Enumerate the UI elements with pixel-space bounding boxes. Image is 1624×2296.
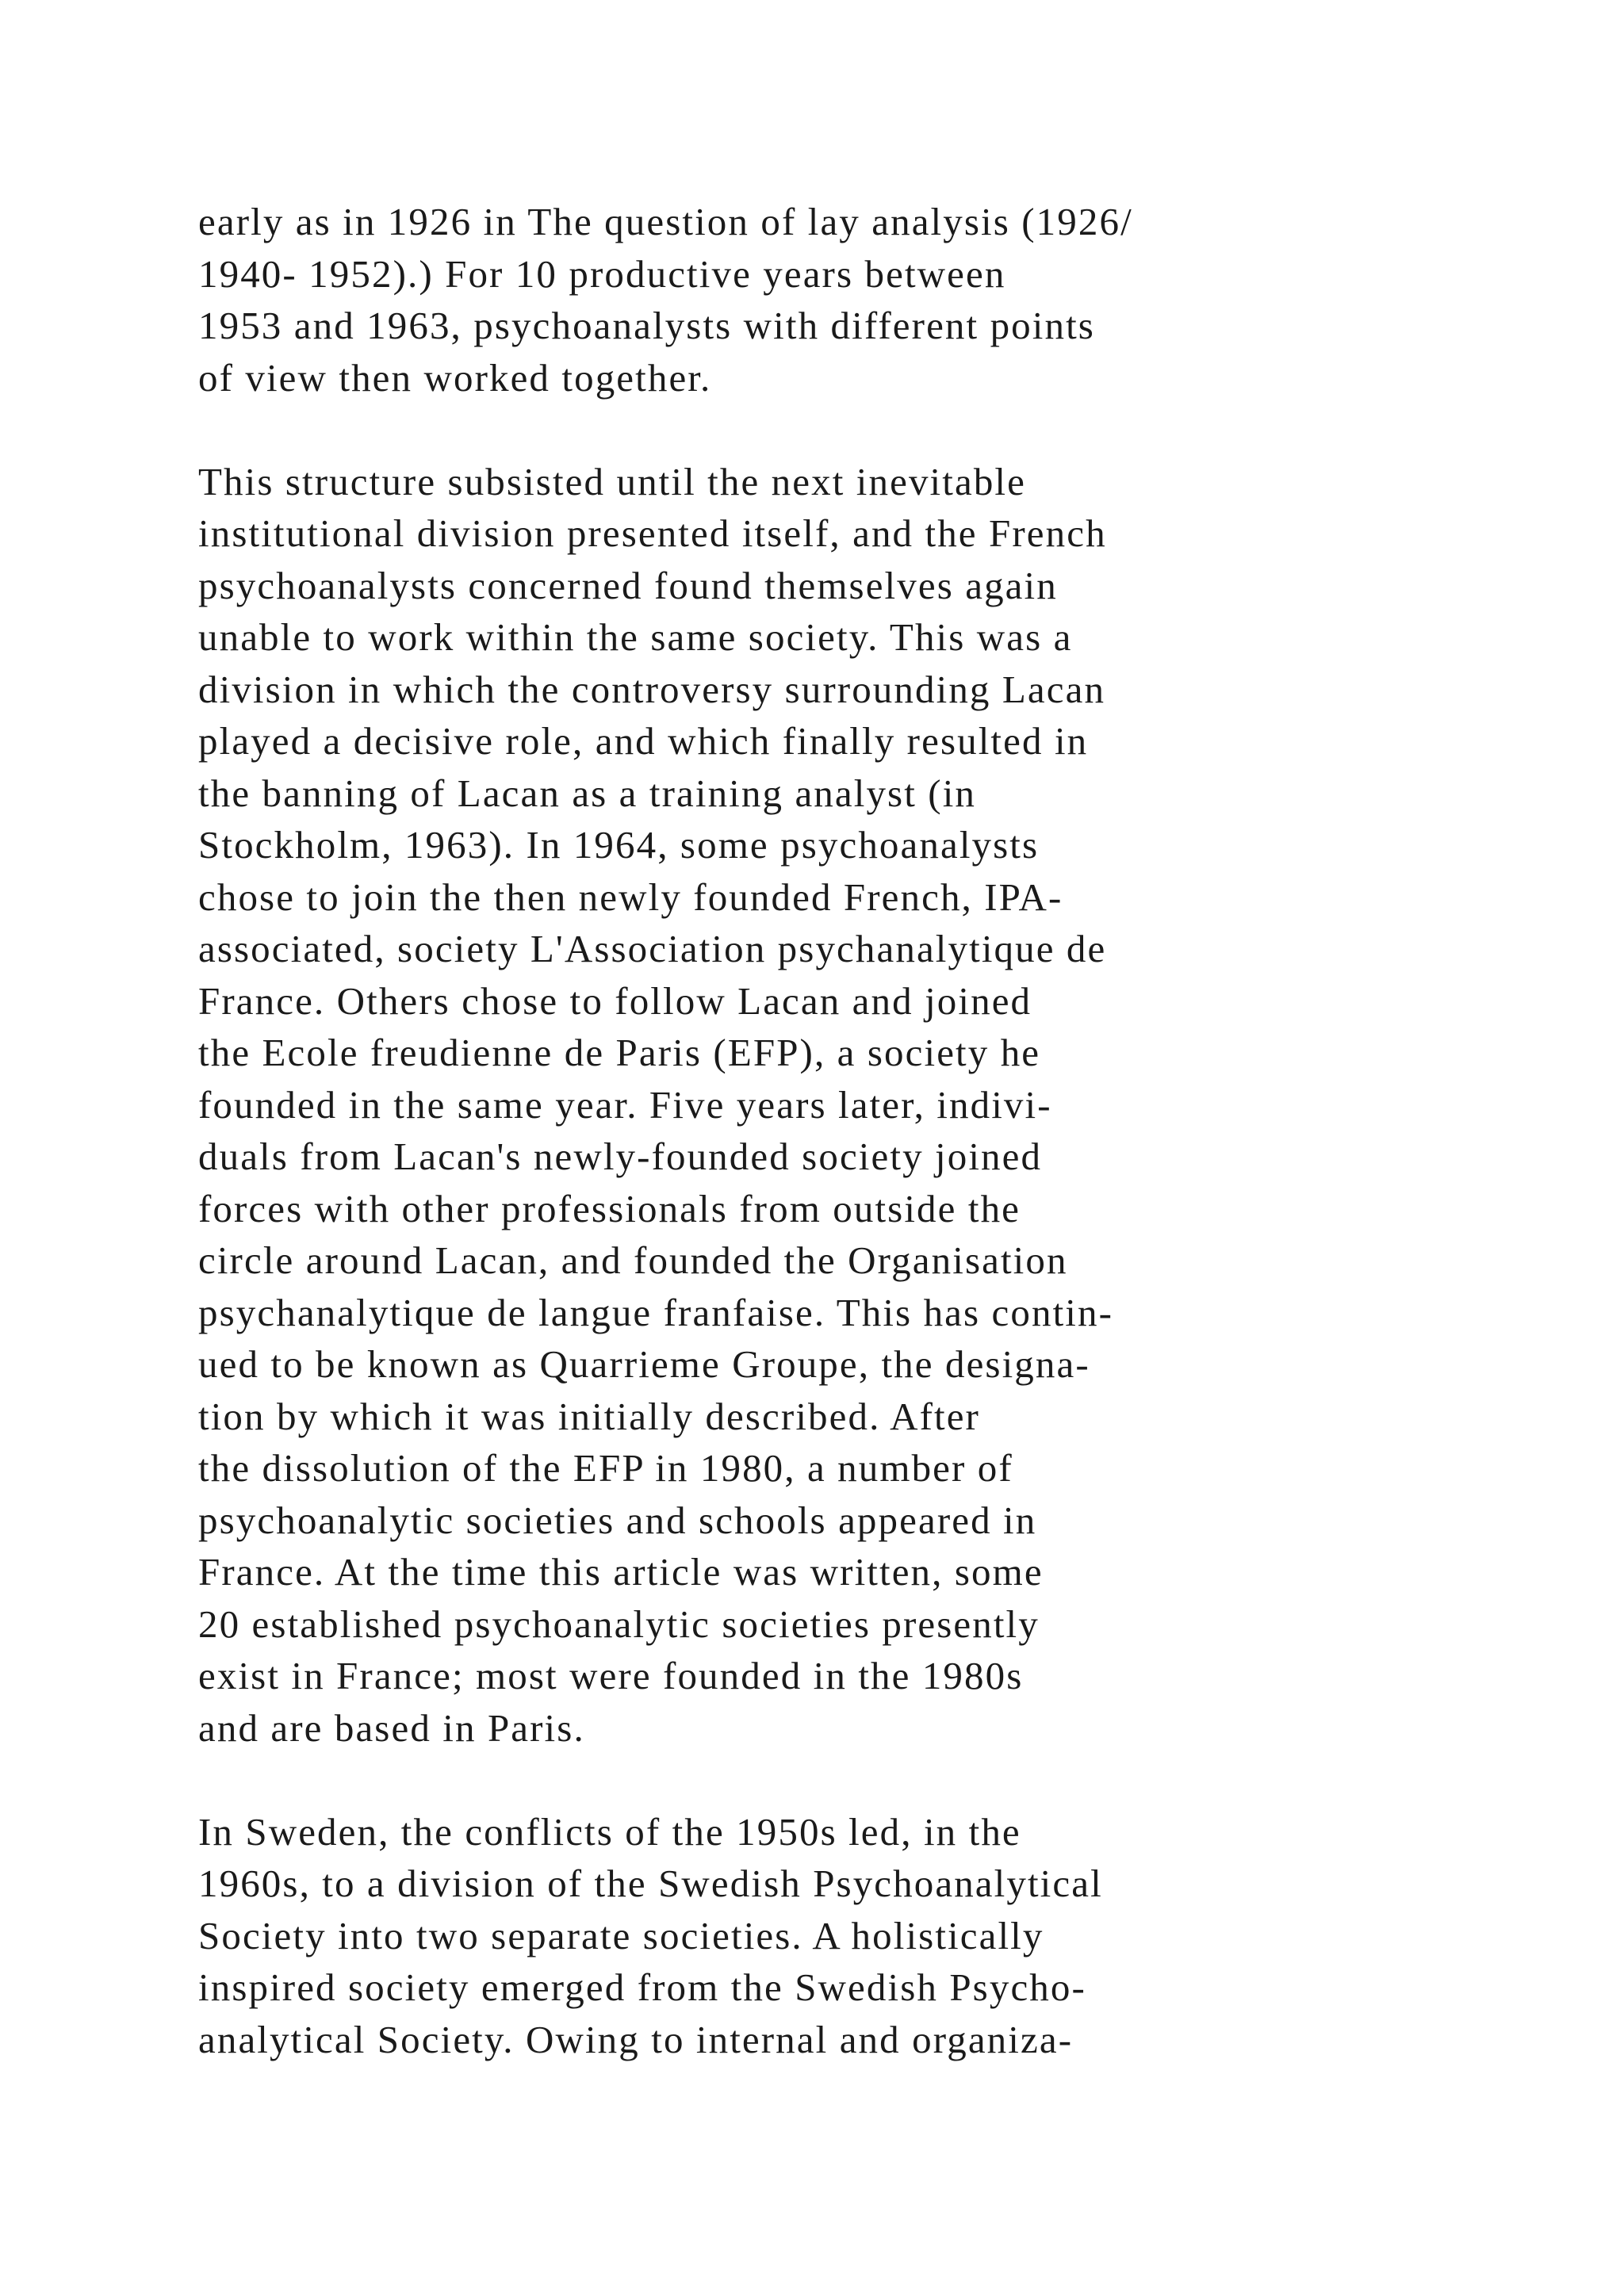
paragraph-1 (198, 196, 1546, 404)
text-line: France. At the time this article was written, some (198, 1550, 1044, 1594)
text-line: 1960s, to a division of the Swedish Psychoanalytical (198, 1862, 1103, 1905)
text-line: 1940- 1952).) For 10 productive years between (198, 251, 1006, 296)
text-line: This structure subsisted until the next inevitable (198, 459, 1026, 503)
text-line: 1953 and 1963, psychoanalysts with different points (198, 304, 1095, 347)
text-line: Society into two separate societies. A holistically (198, 1913, 1044, 1957)
text-line: and are based in Paris. (198, 1705, 585, 1750)
text-line: institutional division presented itself, and the French (198, 511, 1107, 555)
paragraph-2 (198, 456, 1546, 1755)
paragraph-spacer (198, 1754, 1546, 1806)
text-line: France. Others chose to follow Lacan and joined (198, 978, 1032, 1023)
text-line: inspired society emerged from the Swedish Psycho- (198, 1965, 1086, 2009)
text-line: psychanalytique de langue franfaise. This has contin- (198, 1290, 1114, 1334)
text-line: the banning of Lacan as a training analyst (in (198, 771, 977, 815)
body-text (198, 196, 1546, 2065)
text-line: circle around Lacan, and founded the Organisation (198, 1238, 1068, 1282)
text-line: ued to be known as Quarrieme Groupe, the designa- (198, 1342, 1090, 1386)
text-line: Stockholm, 1963). In 1964, some psychoanalysts (198, 823, 1040, 867)
text-line: In Sweden, the conflicts of the 1950s led, in the (198, 1809, 1021, 1854)
text-line: the dissolution of the EFP in 1980, a number of (198, 1446, 1013, 1490)
text-line: of view then worked together. (198, 355, 712, 400)
text-line: associated, society L'Association psychanalytique de (198, 927, 1107, 970)
text-line: chose to join the then newly founded French, IPA- (198, 874, 1063, 919)
text-line: tion by which it was initially described. After (198, 1394, 980, 1438)
text-line: duals from Lacan's newly-founded society joined (198, 1135, 1043, 1178)
text-line: 20 established psychoanalytic societies presently (198, 1601, 1040, 1646)
text-line: forces with other professionals from outside the (198, 1186, 1021, 1230)
text-line: exist in France; most were founded in the 1980s (198, 1654, 1024, 1697)
text-line: psychoanalytic societies and schools appeared in (198, 1498, 1037, 1542)
text-line: division in which the controversy surrounding Lacan (198, 667, 1106, 711)
text-line: early as in 1926 in The question of lay analysis (1926/ (198, 200, 1133, 243)
text-line: the Ecole freudienne de Paris (EFP), a society he (198, 1031, 1041, 1074)
text-line: unable to work within the same society. This was a (198, 615, 1073, 659)
text-line: analytical Society. Owing to internal and organiza- (198, 2017, 1074, 2061)
text-line: psychoanalysts concerned found themselves again (198, 563, 1058, 607)
paragraph-spacer (198, 404, 1546, 456)
text-line: founded in the same year. Five years later, indivi- (198, 1082, 1052, 1127)
paragraph-3 (198, 1806, 1546, 2066)
text-line: played a decisive role, and which finally resulted in (198, 719, 1089, 763)
